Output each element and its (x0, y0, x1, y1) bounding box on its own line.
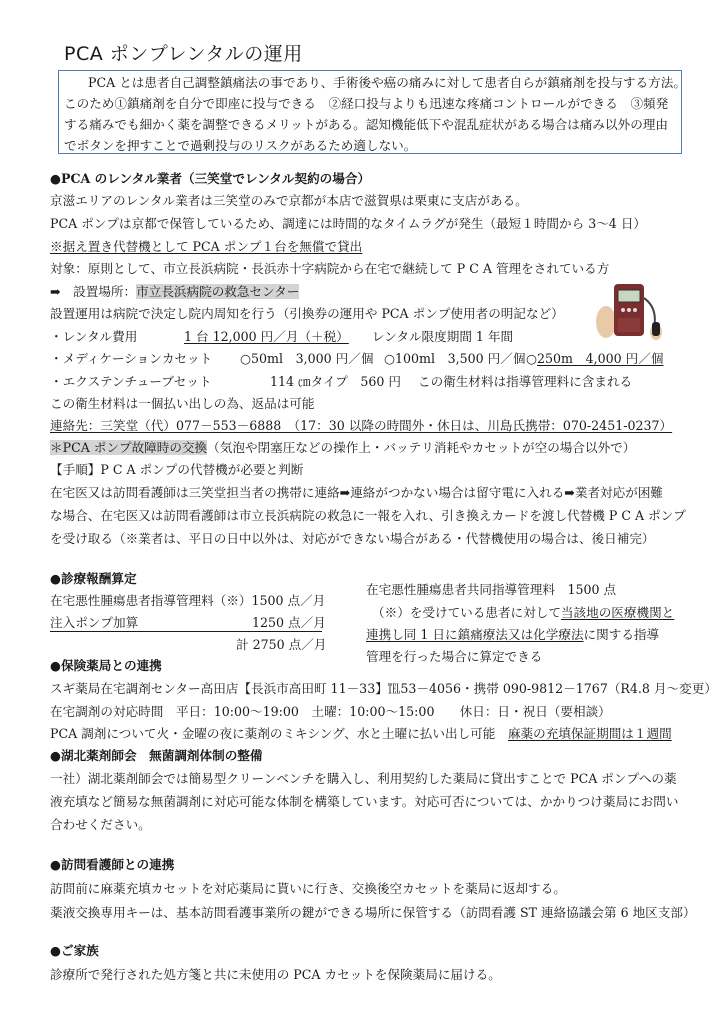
fee-left-line: 在宅悪性腫瘍患者指導管理料（※）1500 点／月 (50, 593, 326, 608)
rental-line: PCA ポンプは京都で保管しているため、調達には時間的なタイムラグが発生（最短１時間から 3～4 日） (50, 216, 647, 231)
nurse-line: 薬液交換専用キーは、基本訪問看護事業所の鍵ができる場所に保管する（訪問看護 ST 連絡協議会第 6 地区支部） (50, 905, 696, 920)
hygiene-note: この衛生材料は一個払い出しの為、返品は可能 (50, 396, 315, 411)
fee-value: 1 台 12,000 円／月（＋税） (184, 329, 349, 344)
pharmacy-heading: ●保険薬局との連携 (50, 658, 162, 673)
rental-heading: ●PCA のレンタル業者（三笑堂でレンタル契約の場合） (50, 171, 371, 186)
fee-total: 計 2750 点／月 (236, 637, 327, 652)
nurse-line: 訪問前に麻薬充填カセットを対応薬局に貰いに行き、交換後空カセットを薬局に返却する。 (50, 881, 566, 896)
fee-label: ・レンタル費用 (50, 329, 138, 344)
procedure-line: を受け取る（※業者は、平日の日中以外は、対応ができない場合がある・代替機使用の場合は、後日補完） (50, 531, 655, 546)
ext-note: この衛生材料は指導管理料に含まれる (418, 374, 633, 389)
family-line: 診療所で発行された処方箋と共に未使用の PCA カセットを保険薬局に届ける。 (50, 967, 501, 982)
association-line: 液充填など簡易な無菌調剤に対応可能な体制を構築しています。対応可否については、かかりつけ薬局にお問い (50, 794, 679, 809)
procedure-heading: 【手順】P C A ポンプの代替機が必要と判断 (50, 462, 304, 477)
arrow-icon: ➡ 設置場所： (50, 284, 137, 299)
rental-location (50, 285, 299, 299)
fee-right-line: 在宅悪性腫瘍患者共同指導管理料 1500 点 (366, 582, 617, 597)
fee-limit: レンタル限度期間 1 年間 (372, 329, 514, 344)
fee-right-line: 管理を行った場合に算定できる (366, 649, 543, 664)
fee-right-line: （※）を受けている患者に対して当該地の医療機関と (372, 605, 675, 620)
association-heading: ●湖北薬剤師会 無菌調剤体制の整備 (50, 748, 263, 763)
ext-label: ・エクステンチューブセット (50, 374, 212, 389)
rental-line: 設置運用は病院で決定し院内周知を行う（引換券の運用や PCA ポンプ使用者の明記など） (50, 306, 564, 321)
failure-exchange: ＊PCA ポンプ故障時の交換（気泡や閉塞圧などの操作上・バッテリ消耗やカセットが空の場合以外で） (50, 440, 636, 455)
pca-pump-photo (588, 278, 676, 344)
family-heading: ●ご家族 (50, 943, 99, 958)
association-line: 合わせください。 (50, 817, 151, 832)
intro-line: このため①鎮痛剤を自分で即座に投与できる ②経口投与よりも迅速な疼痛コントロールができる ③頻発 (64, 96, 669, 111)
location-highlight: 市立長浜病院の救急センター (136, 284, 300, 299)
fee-right-line: 連携し同 1 日に鎮痛療法又は化学療法に関する指導 (366, 627, 660, 642)
intro-line: でボタンを押すことで過剰投与のリスクがあるため適しない。 (64, 138, 417, 153)
cassette-100: ○100ml 3,500 円／個 (384, 351, 526, 366)
procedure-line: な場合、在宅医又は訪問看護師は市立長浜病院の救急に一報を入れ、引き換えカードを渡し代替機 P C A ポンプ (50, 508, 686, 523)
intro-line: する痛みでも細かく薬を調整できるメリットがある。認知機能低下や混乱症状がある場合は痛み以外の理由 (64, 117, 668, 132)
contact-info: 連絡先：三笑堂（代）077－553－6888 （17：30 以降の時間外・休日は、川島氏携帯：070-2451-0237） (50, 418, 673, 433)
association-line: 一社）湖北薬剤師会では簡易型クリーンベンチを購入し、利用契約した薬局に貸出すことで PCA ポンプへの薬 (50, 771, 677, 786)
rental-free-loan: ※据え置き代替機として PCA ポンプ１台を無償で貸出 (50, 239, 363, 254)
cassette-50: ○50ml 3,000 円／個 (240, 351, 374, 366)
page-title: PCA ポンプレンタルの運用 (64, 43, 303, 65)
pharmacy-line: スギ薬局在宅調剤センター高田店【長浜市高田町 11－33】℡53－4056・携帯 090-9812－1767（R4.8 月～変更） (50, 681, 717, 696)
cassette-label: ・メディケーションカセット (50, 351, 213, 366)
nurse-heading: ●訪問看護師との連携 (50, 857, 175, 872)
intro-line: PCA とは患者自己調整鎮痛法の事であり、手術後や癌の痛みに対して患者自らが鎮痛剤を投与する方法。 (88, 75, 686, 90)
pharmacy-line: PCA 調剤について火・金曜の夜に薬剤のミキシング、水と土曜に払い出し可能 麻薬の充填保証期間は１週間 (50, 726, 672, 741)
procedure-line: 在宅医又は訪問看護師は三笑堂担当者の携帯に連絡➡連絡がつかない場合は留守電に入れる➡業者対応が困難 (50, 485, 664, 500)
ext-value: 114 ㎝タイプ 560 円 (270, 374, 402, 389)
fee-left-line: 注入ポンプ加算 (50, 615, 139, 630)
sum-divider (50, 631, 322, 632)
rental-target: 対象：原則として、市立長浜病院・長浜赤十字病院から在宅で継続して P C A 管理をされている方 (50, 261, 610, 276)
fees-heading: ●診療報酬算定 (50, 571, 137, 586)
fee-left-line: 1250 点／月 (252, 615, 326, 630)
pharmacy-hours: 在宅調剤の対応時間 平日：10:00～19:00 土曜：10:00～15:00 休日：日・祝日（要相談） (50, 704, 611, 719)
rental-line: 京滋エリアのレンタル業者は三笑堂のみで京都が本店で滋賀県は栗東に支店がある。 (50, 193, 528, 208)
cassette-250: ○250m 4,000 円／個 (526, 351, 664, 366)
